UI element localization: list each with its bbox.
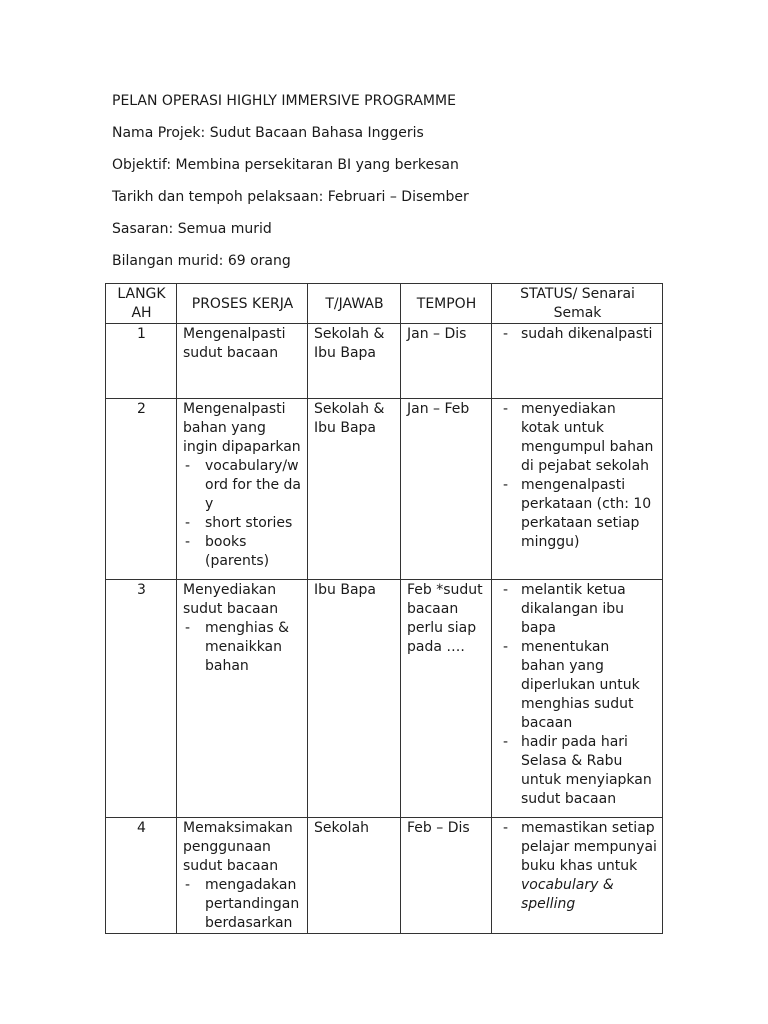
objective: Objektif: Membina persekitaran BI yang berkesan — [112, 157, 459, 173]
status-item: - sudah dikenalpasti — [498, 325, 657, 344]
process-cell: Memaksimakan penggunaan sudut bacaan - mengadakan pertandingan berdasarkan — [177, 818, 308, 934]
process-item: - mengadakan pertandingan berdasarkan — [183, 876, 302, 933]
process-item: - menghias & menaikkan bahan — [183, 619, 302, 676]
responsible-cell: Sekolah — [308, 818, 401, 934]
table-header-row — [106, 284, 663, 324]
period-cell: Jan – Feb — [401, 399, 492, 580]
process-cell: Menyediakan sudut bacaan - menghias & menaikkan bahan — [177, 580, 308, 818]
header-responsible: T/JAWAB — [308, 284, 401, 324]
status-cell — [492, 818, 663, 934]
process-item: - vocabulary/word for the day — [183, 457, 302, 514]
responsible-cell: Sekolah & Ibu Bapa — [308, 399, 401, 580]
status-item: - mengenalpasti perkataan (cth: 10 perkataan setiap minggu) — [498, 476, 657, 552]
status-item: - hadir pada hari Selasa & Rabu untuk menyiapkan sudut bacaan — [498, 733, 657, 809]
table-row — [106, 580, 663, 818]
step-number: 4 — [106, 818, 177, 934]
step-number: 3 — [106, 580, 177, 818]
doc-title: PELAN OPERASI HIGHLY IMMERSIVE PROGRAMME — [112, 93, 456, 109]
process-cell: Mengenalpasti sudut bacaan — [177, 324, 308, 399]
status-item: - menentukan bahan yang diperlukan untuk menghias sudut bacaan — [498, 638, 657, 733]
status-cell — [492, 399, 663, 580]
status-cell — [492, 324, 663, 399]
process-item: - short stories — [183, 514, 302, 533]
header-period: TEMPOH — [401, 284, 492, 324]
status-italic-text: vocabulary & spelling — [521, 877, 614, 912]
responsible-cell: Sekolah & Ibu Bapa — [308, 324, 401, 399]
student-count: Bilangan murid: 69 orang — [112, 253, 291, 269]
header-step: LANGK AH — [106, 284, 177, 324]
table-row — [106, 818, 663, 934]
process-cell: Mengenalpasti bahan yang ingin dipaparkan - vocabulary/word for the day - short stories - books (parents) — [177, 399, 308, 580]
period-cell: Feb *sudut bacaan perlu siap pada …. — [401, 580, 492, 818]
status-item: - menyediakan kotak untuk mengumpul bahan di pejabat sekolah — [498, 400, 657, 476]
step-number: 2 — [106, 399, 177, 580]
operation-plan-table — [105, 283, 663, 934]
period-cell: Jan – Dis — [401, 324, 492, 399]
status-item: - memastikan setiap pelajar mempunyai buku khas untuk vocabulary & spelling — [498, 819, 657, 914]
step-number: 1 — [106, 324, 177, 399]
project-name: Nama Projek: Sudut Bacaan Bahasa Inggeris — [112, 125, 424, 141]
status-item: - melantik ketua dikalangan ibu bapa — [498, 581, 657, 638]
process-item: - books (parents) — [183, 533, 302, 571]
table-row — [106, 324, 663, 399]
status-cell — [492, 580, 663, 818]
date-period: Tarikh dan tempoh pelaksaan: Februari – Disember — [112, 189, 469, 205]
target: Sasaran: Semua murid — [112, 221, 272, 237]
responsible-cell: Ibu Bapa — [308, 580, 401, 818]
header-process: PROSES KERJA — [177, 284, 308, 324]
table-row — [106, 399, 663, 580]
period-cell: Feb – Dis — [401, 818, 492, 934]
header-status: STATUS/ Senarai Semak — [492, 284, 663, 324]
